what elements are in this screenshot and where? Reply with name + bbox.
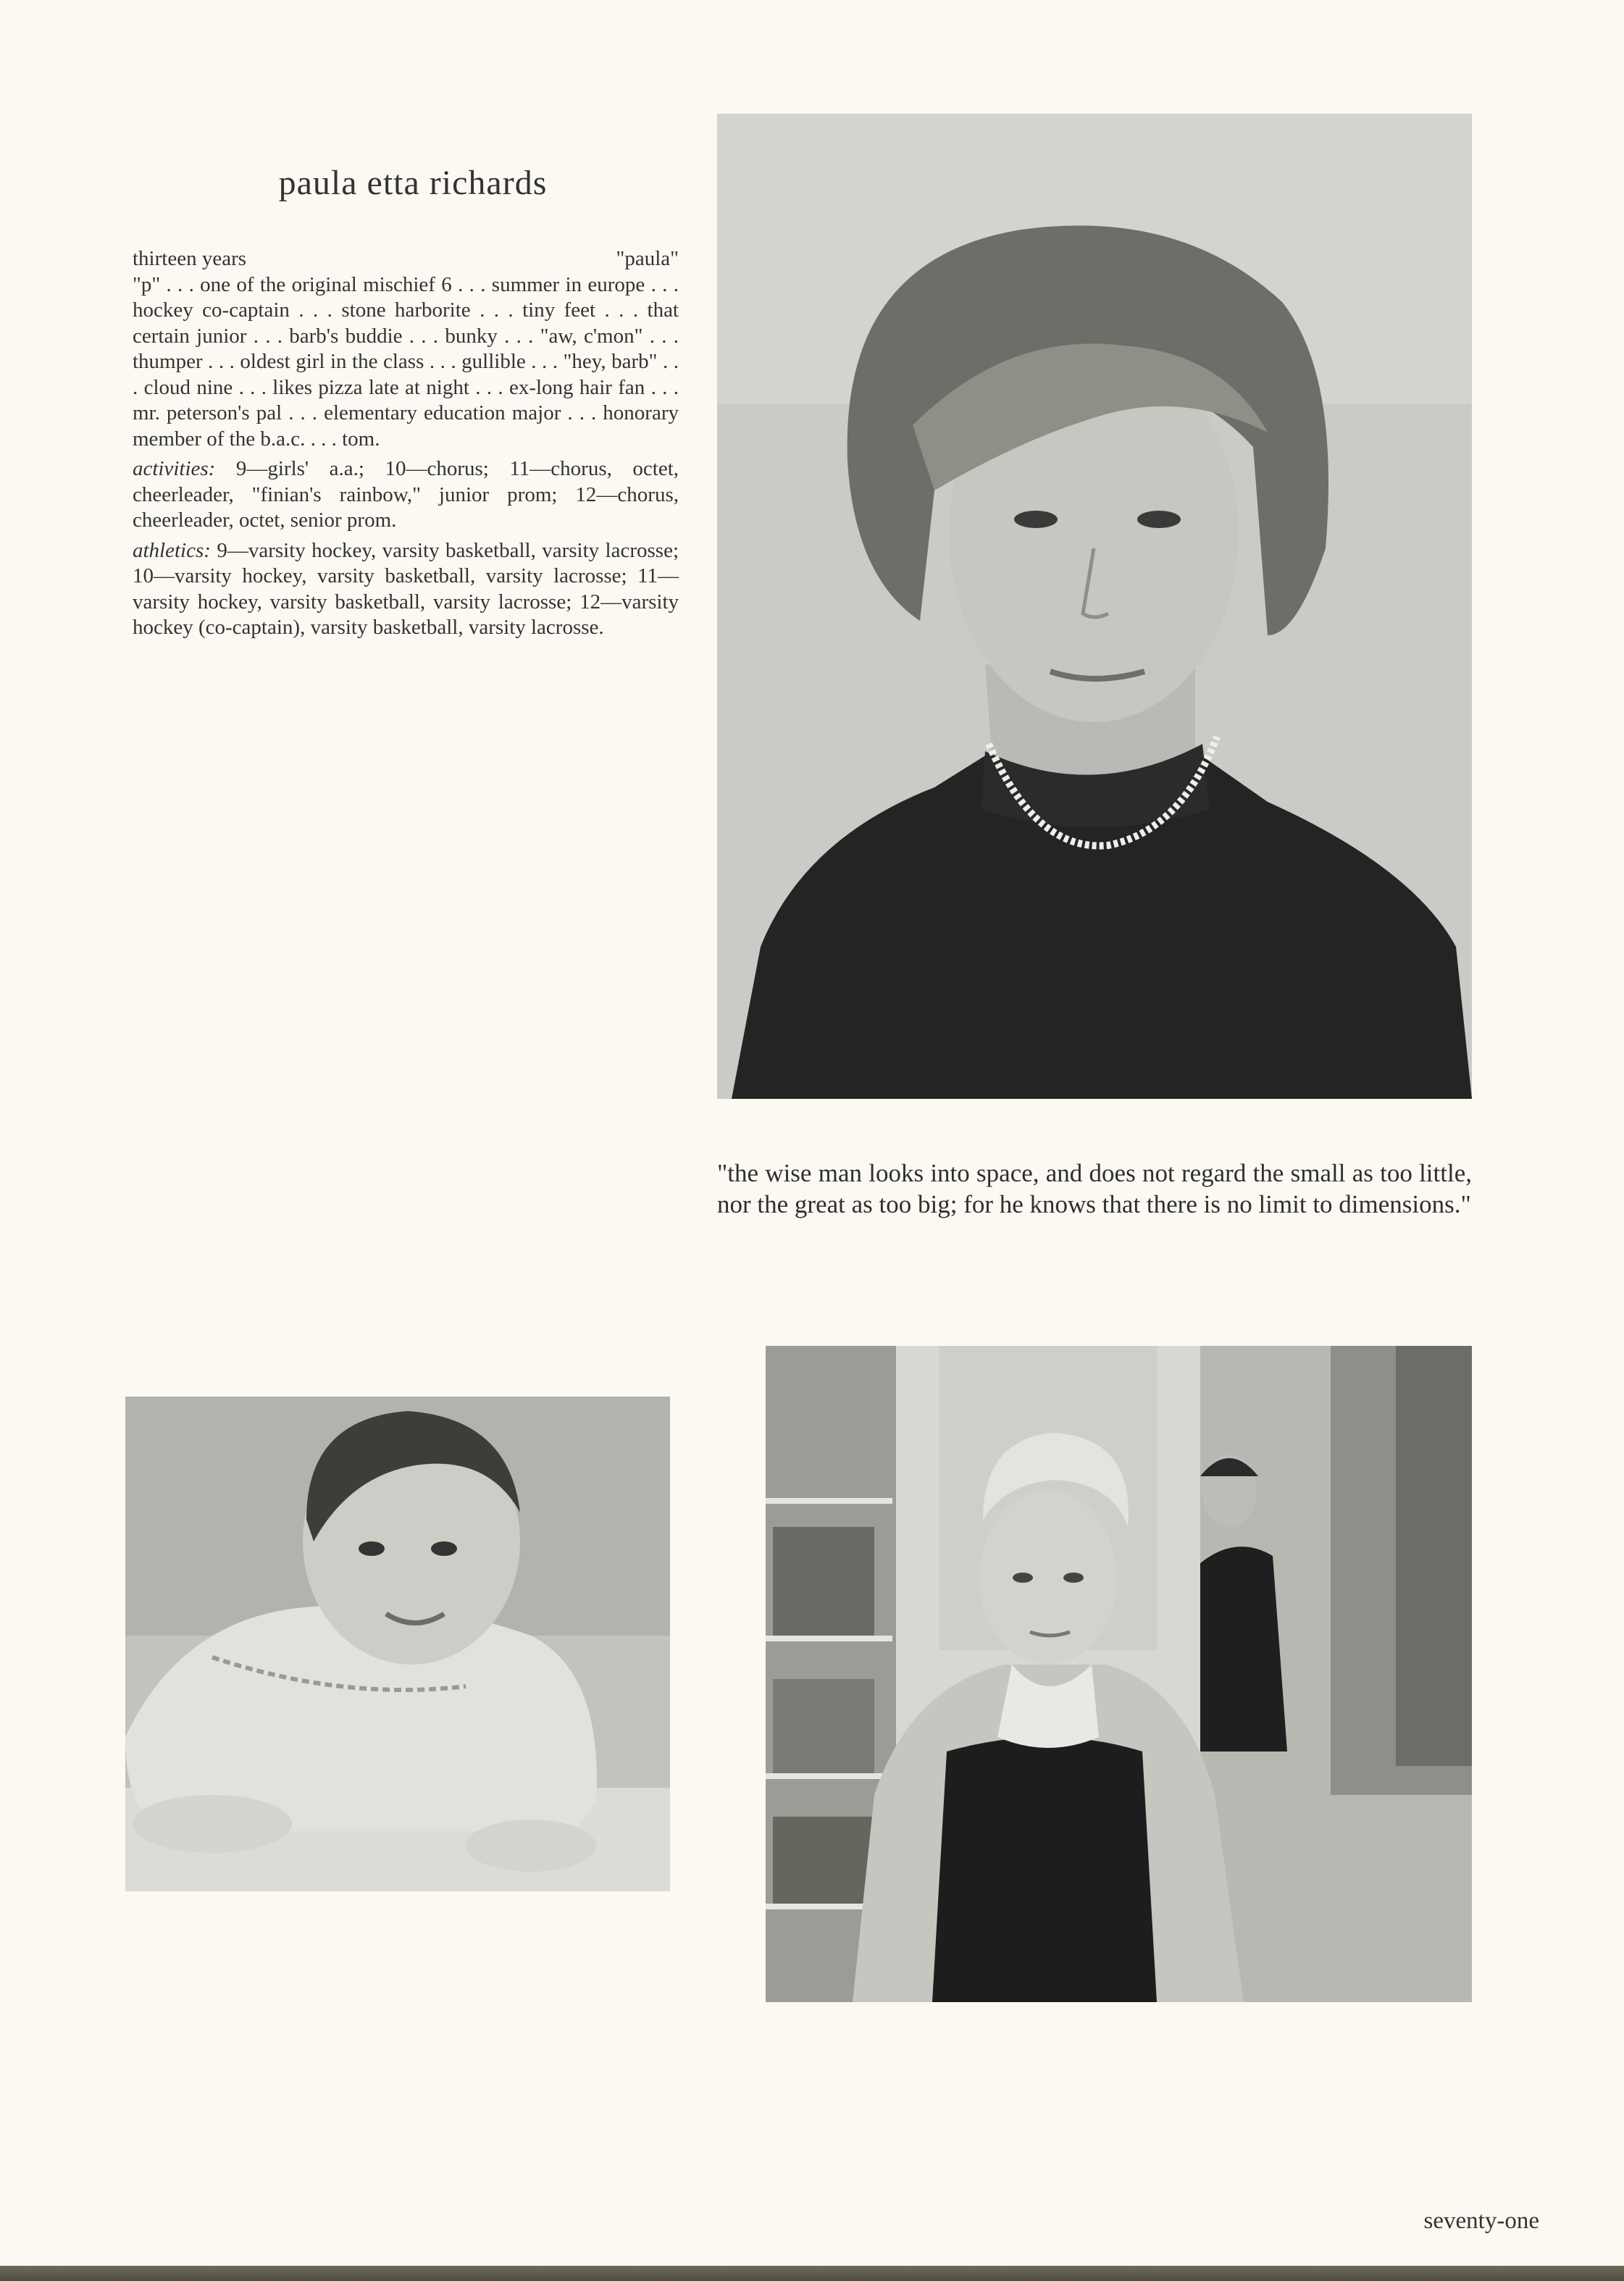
bio-age: thirteen years	[133, 247, 247, 270]
student-bio	[133, 246, 679, 645]
activities-label: activities:	[133, 457, 216, 480]
bio-nickname: "paula"	[616, 247, 679, 270]
bio-first-line	[133, 246, 679, 272]
baby-photo	[125, 1397, 670, 1891]
page-bottom-edge	[0, 2266, 1624, 2281]
senior-quote: "the wise man looks into space, and does not regard the small as too little, nor the great as too big; for he knows that there is no limit to dimensions."	[717, 1159, 1472, 1218]
athletics-text: 9—varsity hockey, varsity basketball, varsity lacrosse; 10—varsity hockey, varsity basketball, varsity lacrosse; 11—varsity hockey, varsity basketball, varsity lacrosse; 12—varsity hockey (co-captain), varsity basketball, varsity lacrosse.	[133, 538, 679, 639]
student-name-title: paula etta richards	[278, 164, 548, 202]
bio-activities	[133, 456, 679, 534]
page-number: seventy-one	[1423, 2208, 1539, 2234]
candid-photo	[766, 1346, 1472, 2002]
athletics-label: athletics:	[133, 538, 211, 562]
activities-text: 9—girls' a.a.; 10—chorus; 11—chorus, octet, cheerleader, "finian's rainbow," junior prom; 12—chorus, cheerleader, octet, senior prom.	[133, 457, 679, 532]
bio-description: "p" . . . one of the original mischief 6 . . . summer in europe . . . hockey co-captain . . . stone harborite . . . tiny feet . . . that certain junior . . . barb's buddie . . . bunky . . . "aw, c'mon" . . . thumper . . . oldest girl in the class . . . gullible . . . "hey, barb" . . . cloud nine . . . likes pizza late at night . . . ex-long hair fan . . . mr. peterson's pal . . . elementary education major . . . honorary member of the b.a.c. . . . tom.	[133, 272, 679, 451]
senior-portrait-photo	[717, 114, 1472, 1099]
bio-athletics	[133, 538, 679, 641]
